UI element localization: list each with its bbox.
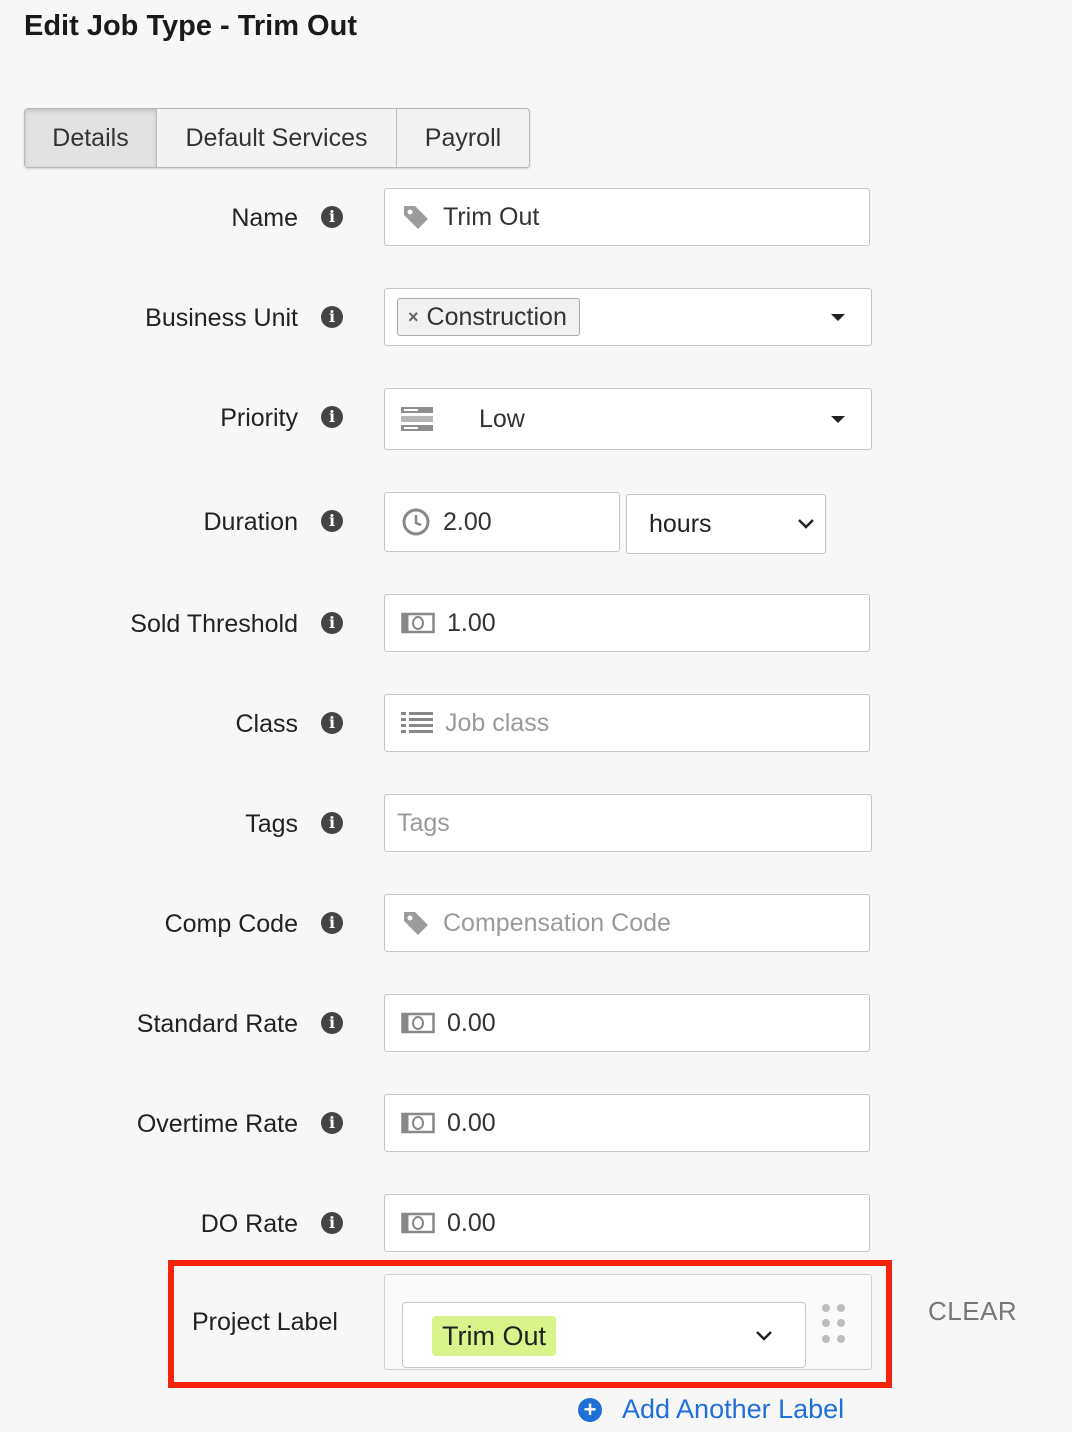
- info-icon[interactable]: i: [321, 510, 343, 532]
- priority-value: Low: [479, 404, 525, 433]
- tags-input[interactable]: [384, 794, 872, 852]
- overtime-rate-label: Overtime Rate: [136, 1110, 298, 1138]
- clock-icon: [401, 507, 431, 537]
- add-another-label-text: Add Another Label: [622, 1394, 845, 1424]
- priority-icon: [401, 406, 433, 432]
- duration-label: Duration: [203, 508, 298, 536]
- page-title: Edit Job Type - Trim Out: [24, 10, 357, 42]
- overtime-rate-value: 0.00: [447, 1108, 496, 1137]
- money-icon: [401, 1212, 435, 1234]
- chevron-down-icon: [755, 1327, 773, 1350]
- tab-default-services[interactable]: Default Services: [157, 109, 397, 167]
- caret-down-icon[interactable]: [831, 416, 845, 423]
- remove-chip-icon[interactable]: ×: [408, 306, 419, 327]
- comp-code-placeholder: Compensation Code: [443, 908, 671, 937]
- info-icon[interactable]: i: [321, 812, 343, 834]
- duration-unit-value: hours: [649, 509, 712, 538]
- standard-rate-input[interactable]: [384, 994, 870, 1052]
- money-icon: [401, 1012, 435, 1034]
- money-icon: [401, 612, 435, 634]
- business-unit-chip: [397, 298, 580, 336]
- info-icon[interactable]: i: [321, 306, 343, 328]
- tags-placeholder: Tags: [397, 808, 450, 837]
- sold-threshold-value: 1.00: [447, 608, 496, 637]
- info-icon[interactable]: i: [321, 912, 343, 934]
- business-unit-select[interactable]: [384, 288, 872, 346]
- priority-select[interactable]: [384, 388, 872, 450]
- list-icon: [401, 710, 433, 736]
- project-label-label: Project Label: [192, 1308, 338, 1336]
- money-icon: [401, 1112, 435, 1134]
- info-icon[interactable]: i: [321, 712, 343, 734]
- info-icon[interactable]: i: [321, 206, 343, 228]
- do-rate-input[interactable]: [384, 1194, 870, 1252]
- tag-icon: [401, 202, 431, 232]
- add-another-label-link[interactable]: [578, 1394, 844, 1425]
- chevron-down-icon: [797, 511, 815, 540]
- business-unit-label: Business Unit: [145, 304, 298, 332]
- class-label: Class: [235, 710, 298, 738]
- priority-label: Priority: [220, 404, 298, 432]
- sold-threshold-label: Sold Threshold: [130, 610, 298, 638]
- comp-code-label: Comp Code: [164, 910, 298, 938]
- info-icon[interactable]: i: [321, 1112, 343, 1134]
- tab-details[interactable]: Details: [25, 109, 157, 167]
- do-rate-label: DO Rate: [200, 1210, 298, 1238]
- clear-button[interactable]: CLEAR: [928, 1296, 1018, 1326]
- tab-bar: [24, 108, 530, 168]
- info-icon[interactable]: i: [321, 1212, 343, 1234]
- name-value: Trim Out: [443, 202, 540, 231]
- info-icon[interactable]: i: [321, 1012, 343, 1034]
- duration-unit-select[interactable]: [626, 494, 826, 554]
- duration-value: 2.00: [443, 507, 492, 536]
- standard-rate-label: Standard Rate: [136, 1010, 298, 1038]
- project-label-tag: Trim Out: [432, 1316, 556, 1356]
- tag-icon: [401, 908, 431, 938]
- class-input[interactable]: [384, 694, 870, 752]
- plus-circle-icon: +: [578, 1398, 602, 1422]
- business-unit-chip-label: Construction: [426, 302, 567, 331]
- sold-threshold-input[interactable]: [384, 594, 870, 652]
- overtime-rate-input[interactable]: [384, 1094, 870, 1152]
- info-icon[interactable]: i: [321, 406, 343, 428]
- tab-payroll[interactable]: Payroll: [424, 123, 502, 152]
- duration-input[interactable]: [384, 492, 620, 552]
- name-input[interactable]: [384, 188, 870, 246]
- info-icon[interactable]: i: [321, 612, 343, 634]
- name-label: Name: [231, 204, 298, 232]
- standard-rate-value: 0.00: [447, 1008, 496, 1037]
- caret-down-icon[interactable]: [831, 314, 845, 321]
- do-rate-value: 0.00: [447, 1208, 496, 1237]
- drag-handle-icon[interactable]: [822, 1304, 848, 1346]
- class-placeholder: Job class: [445, 708, 550, 737]
- tags-label: Tags: [245, 810, 298, 838]
- comp-code-input[interactable]: [384, 894, 870, 952]
